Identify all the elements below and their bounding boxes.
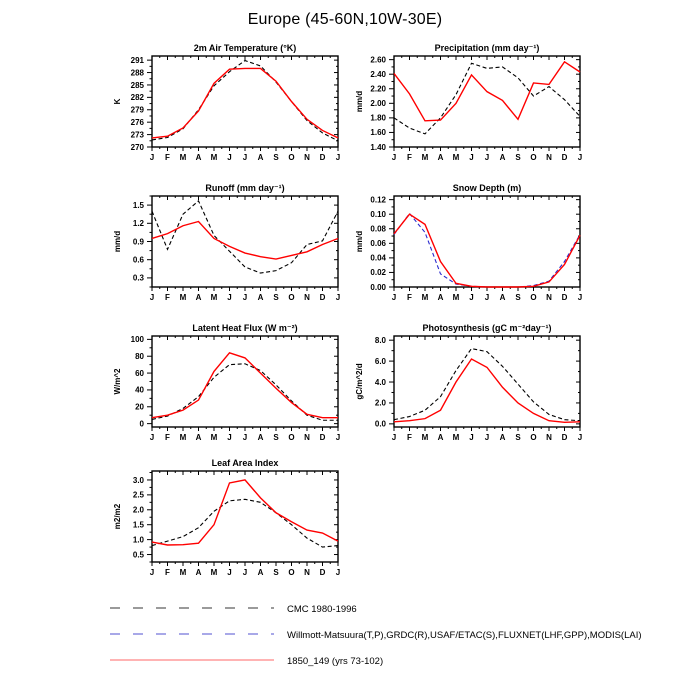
svg-text:A: A [437,433,444,442]
svg-text:F: F [165,568,170,577]
svg-text:M: M [179,153,187,162]
svg-text:J: J [391,433,397,442]
svg-text:1.2: 1.2 [132,219,144,229]
series-line [394,349,580,421]
svg-text:A: A [437,293,444,302]
svg-text:J: J [484,293,490,302]
svg-text:O: O [530,153,537,162]
legend-label: CMC 1980-1996 [287,603,357,615]
chart-leaf-area-index [90,457,360,585]
svg-text:M: M [210,568,218,577]
svg-text:M: M [210,293,218,302]
svg-text:D: D [319,433,326,442]
series-line [394,213,580,287]
series-line [152,221,338,259]
svg-text:0.06: 0.06 [370,239,386,249]
svg-text:1.60: 1.60 [370,128,386,138]
svg-text:J: J [391,293,397,302]
svg-text:2.60: 2.60 [370,55,386,65]
svg-text:80: 80 [135,352,144,362]
series-line [394,62,580,121]
svg-text:A: A [437,153,444,162]
svg-text:0.6: 0.6 [132,255,144,265]
svg-text:S: S [515,293,521,302]
svg-text:O: O [288,293,295,302]
series-line [394,63,580,134]
svg-text:M: M [452,153,460,162]
svg-text:J: J [149,153,155,162]
svg-text:A: A [195,293,202,302]
svg-text:O: O [288,153,295,162]
svg-text:4.0: 4.0 [374,377,386,387]
svg-text:N: N [546,433,552,442]
legend-item [108,596,642,622]
svg-text:J: J [149,293,155,302]
svg-text:1.40: 1.40 [370,142,386,152]
svg-text:D: D [561,433,568,442]
svg-text:M: M [179,433,187,442]
svg-text:A: A [195,153,202,162]
svg-text:0.10: 0.10 [370,210,386,219]
svg-text:F: F [407,293,412,302]
svg-text:D: D [319,153,326,162]
svg-text:3.0: 3.0 [132,475,144,485]
chart-svg [90,322,360,450]
svg-text:0.04: 0.04 [370,253,386,263]
svg-text:J: J [227,433,232,442]
legend-label: 1850_149 (yrs 73-102) [287,655,384,667]
svg-text:F: F [165,433,170,442]
chart-runoff [90,182,360,310]
svg-text:mm/d: mm/d [355,230,364,253]
svg-text:J: J [227,568,232,577]
svg-text:M: M [452,293,460,302]
svg-text:8.0: 8.0 [374,335,386,345]
svg-text:A: A [257,568,264,577]
svg-text:N: N [304,293,310,302]
svg-text:O: O [530,433,537,442]
svg-text:0.9: 0.9 [132,237,144,247]
svg-text:W/m^2: W/m^2 [113,368,122,395]
svg-text:J: J [484,433,490,442]
svg-text:A: A [195,433,202,442]
svg-text:J: J [242,293,248,302]
chart-2m-air-temperature [90,42,360,170]
series-line [152,499,338,547]
svg-text:N: N [304,568,310,577]
svg-text:J: J [242,433,248,442]
svg-text:S: S [515,153,521,162]
svg-text:M: M [179,568,187,577]
svg-text:S: S [273,568,279,577]
svg-text:N: N [304,153,310,162]
chart-precipitation [332,42,602,170]
svg-text:D: D [561,293,568,302]
svg-text:0: 0 [139,419,144,429]
chart-svg [90,457,360,585]
svg-text:1.80: 1.80 [370,113,386,123]
chart-photosynthesis [332,322,602,450]
svg-text:D: D [319,568,326,577]
svg-text:D: D [561,153,568,162]
svg-text:J: J [335,153,341,162]
svg-text:0.00: 0.00 [370,282,386,292]
chart-svg [332,182,602,310]
svg-text:m2/m2: m2/m2 [113,503,122,530]
svg-text:40: 40 [135,385,144,395]
svg-text:O: O [530,293,537,302]
svg-text:0.0: 0.0 [374,419,386,429]
svg-text:270: 270 [130,142,144,152]
svg-text:A: A [499,153,506,162]
svg-text:mm/d: mm/d [113,230,122,253]
legend-label: Willmott-Matsuura(T,P),GRDC(R),USAF/ETAC(S),FLUXNET(LHF,GPP),MODIS(LAI) [287,629,642,641]
svg-text:F: F [165,153,170,162]
svg-text:S: S [515,433,521,442]
svg-text:F: F [407,433,412,442]
chart-svg [332,42,602,170]
legend-line-obs [108,626,276,644]
svg-text:D: D [319,293,326,302]
svg-text:A: A [499,433,506,442]
svg-text:A: A [195,568,202,577]
svg-text:1.5: 1.5 [132,520,144,530]
legend [108,596,642,674]
svg-text:J: J [577,433,583,442]
svg-text:O: O [288,433,295,442]
svg-text:279: 279 [130,105,144,115]
svg-text:J: J [577,293,583,302]
svg-text:N: N [304,433,310,442]
svg-text:S: S [273,153,279,162]
svg-text:2m Air Temperature (°K): 2m Air Temperature (°K) [193,43,297,53]
svg-text:2.0: 2.0 [132,505,144,515]
svg-text:M: M [210,153,218,162]
svg-text:0.08: 0.08 [370,224,386,234]
legend-item [108,622,642,648]
svg-text:2.20: 2.20 [370,84,386,94]
svg-text:A: A [257,433,264,442]
svg-text:A: A [499,293,506,302]
series-line [394,359,580,422]
svg-text:gC/m^2/d: gC/m^2/d [355,363,364,400]
svg-text:2.0: 2.0 [374,398,386,408]
svg-text:20: 20 [135,402,144,412]
svg-text:291: 291 [130,55,144,65]
svg-text:2.00: 2.00 [370,99,386,109]
chart-svg [90,42,360,170]
chart-svg [90,182,360,310]
svg-text:6.0: 6.0 [374,356,386,366]
svg-text:O: O [288,568,295,577]
svg-text:273: 273 [130,130,144,140]
svg-text:J: J [469,433,474,442]
svg-text:J: J [227,153,232,162]
svg-text:F: F [165,293,170,302]
svg-text:288: 288 [130,68,144,78]
svg-text:J: J [335,433,341,442]
svg-text:M: M [210,433,218,442]
svg-text:F: F [407,153,412,162]
svg-text:0.02: 0.02 [370,268,386,278]
svg-text:N: N [546,293,552,302]
svg-text:282: 282 [130,93,144,103]
series-line [152,61,338,141]
svg-text:Latent Heat Flux (W m⁻²): Latent Heat Flux (W m⁻²) [192,323,298,333]
svg-text:M: M [452,433,460,442]
svg-text:276: 276 [130,117,144,127]
svg-text:100: 100 [130,335,144,345]
svg-text:Snow Depth (m): Snow Depth (m) [452,183,522,193]
chart-latent-heat-flux [90,322,360,450]
svg-text:A: A [257,153,264,162]
svg-text:J: J [242,568,248,577]
svg-text:J: J [484,153,490,162]
svg-text:0.12: 0.12 [370,195,386,205]
svg-text:2.5: 2.5 [132,490,144,500]
svg-text:J: J [227,293,232,302]
series-line [152,201,338,273]
svg-text:M: M [421,153,429,162]
svg-text:J: J [242,153,248,162]
svg-text:J: J [577,153,583,162]
svg-text:mm/d: mm/d [355,90,364,113]
svg-text:M: M [179,293,187,302]
svg-text:J: J [391,153,397,162]
svg-text:J: J [149,433,155,442]
legend-line-model [108,652,276,670]
svg-text:1.0: 1.0 [132,535,144,545]
svg-text:0.3: 0.3 [132,273,144,283]
series-line [152,68,338,137]
series-line [394,214,580,287]
series-line [152,480,338,545]
svg-text:Leaf Area Index: Leaf Area Index [211,458,279,468]
legend-item [108,648,642,674]
svg-text:2.40: 2.40 [370,70,386,79]
svg-text:J: J [335,568,341,577]
svg-text:K: K [113,98,122,105]
svg-text:1.5: 1.5 [132,200,144,210]
svg-text:J: J [469,153,474,162]
svg-text:S: S [273,433,279,442]
svg-text:M: M [421,433,429,442]
svg-text:J: J [149,568,155,577]
chart-svg [332,322,602,450]
legend-line-cmc [108,600,276,618]
svg-text:60: 60 [135,368,144,378]
svg-text:Photosynthesis (gC m⁻²day⁻¹): Photosynthesis (gC m⁻²day⁻¹) [422,323,552,333]
svg-text:A: A [257,293,264,302]
svg-text:J: J [335,293,341,302]
series-line [152,353,338,418]
chart-snow-depth [332,182,602,310]
svg-text:0.5: 0.5 [132,550,144,560]
figure-title: Europe (45-60N,10W-30E) [247,11,443,28]
svg-text:Precipitation (mm day⁻¹): Precipitation (mm day⁻¹) [434,43,540,53]
svg-text:S: S [273,293,279,302]
svg-text:285: 285 [130,80,144,90]
svg-text:N: N [546,153,552,162]
svg-text:J: J [469,293,474,302]
svg-text:M: M [421,293,429,302]
svg-text:Runoff (mm day⁻¹): Runoff (mm day⁻¹) [205,183,285,193]
